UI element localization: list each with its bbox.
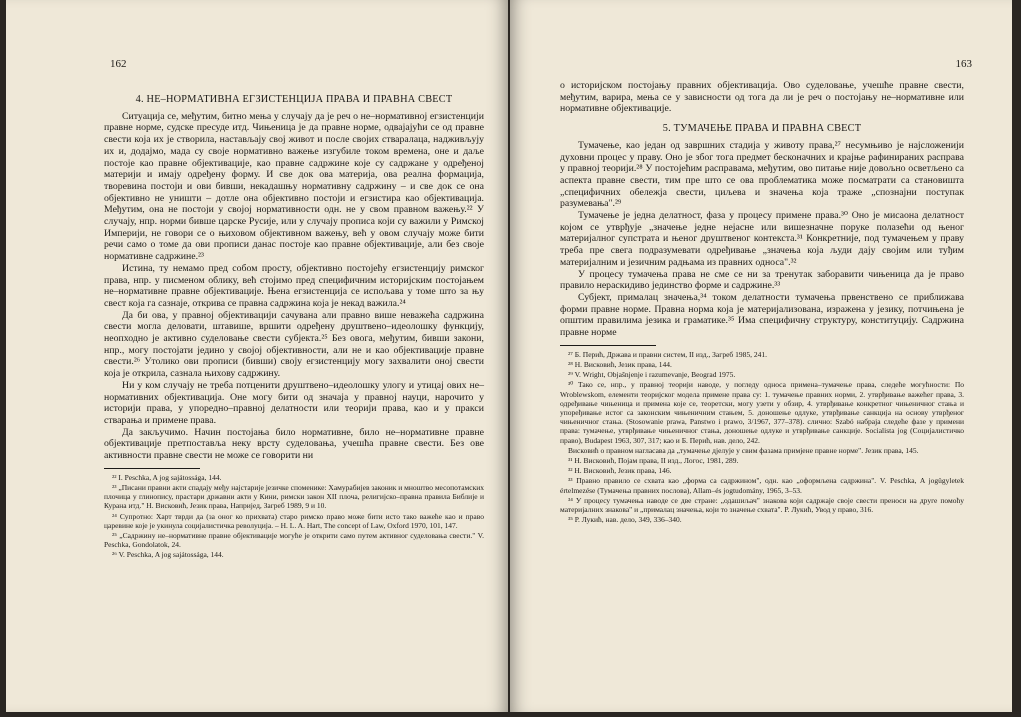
book-spread xyxy=(6,0,1015,717)
footnote: ²⁹ V. Wright, Objašnjenje i razumevanje, Beograd 1975. xyxy=(568,370,736,380)
footnote: Висковић о правном нагласава да „тумачење дјелује у свим фазама примјене правне норме". Језик права, 145. xyxy=(568,445,919,455)
right-page-text xyxy=(560,80,964,525)
paragraph: Тумачење је једна делатност, фаза у процесу примене права.³⁰ Оно је мисаона делатност којом се утврђује „значење једне нејасне или вишезначне поруке полазећи од њеног материјалног супстрата и њеног друштвеног контекста.³¹ Конкретније, под тумачењем у праву треба пре свега подразумевати одређивање „значења која људи дају својим или туђим материјалним и језичним радњама из правних односа".³² xyxy=(560,210,964,268)
right-page xyxy=(510,0,1012,712)
page-number: 163 xyxy=(955,58,972,70)
footnote: ²⁶ V. Peschka, A jog sajátossága, 144. xyxy=(112,550,224,560)
footnote: ³⁴ У процесу тумачења наводе се две стране: „одашиљач" знакова који садржаје своје свести преноси на друге помоћу материјалних знакова" и „прималац значења, који то значење схвата". Р. Лукић, Увод у право, 316. xyxy=(560,495,964,515)
page-number: 162 xyxy=(110,58,127,70)
footnote: ²⁸ Н. Висковић, Језик права, 144. xyxy=(568,359,672,369)
paragraph: Истина, ту немамо пред собом просту, објективно постојећу егзистенцију римског права, нпр. у писменом облику, већ стојимо пред специфичним историјским постојањем не–нормативне правне објективације. Њена егзистенција се испољава у томе што за њу свест која га сазнаје, открива се правна садржина која је некад важила.²⁴ xyxy=(104,262,484,309)
paragraph: У процесу тумачења права не сме се ни за тренутак заборавити чињеница да је право правило нераскидиво јединство форме и садржине.³³ xyxy=(560,268,964,292)
footnote: ³⁰ Тако се, нпр., у правној теорији наводе, у погледу односа примена–тумачење права, следеће могућности: По Wroblewskom, елементи теоријског модела примене права су: 1. тумачење правних норми, 2. утврђивање важећег права, 3. одређивање чињеница и примена које се, теоретски, могу узети у обзир, 4. утврђивање конкретног чињеничног стања и упоређивање истог са законским чињеничним стањем, 5. доношење одлуке, утврђивање санкција на основу утврђеног чињеничног стања. (Stosowanie prawa, Panstwo i prawo, 3/1967, 377–378). слично: Szabó набраја следеће фазе у примени права: тумачење, утврђивање чињеничног стања, доношење одлуке и утврђивање санкције. Socialista jog (Социјалистичко право), Budapest 1963, 307, 317; као и Б. Перић, нав. дело, 242. xyxy=(560,380,964,445)
footnote: ³¹ Н. Висковић, Појам права, II изд., Логос, 1981, 289. xyxy=(568,456,739,465)
left-page xyxy=(6,0,508,712)
footnote: ³⁵ Р. Лукић, нав. дело, 349, 336–340. xyxy=(568,515,682,525)
footnote: ²⁵ „Садржину не–нормативне правне објективације могуће је открити само путем активног суделовања свести." V. Peschka, Gondolatok, 24. xyxy=(104,531,484,550)
footnote-divider xyxy=(560,345,656,346)
footnote-divider xyxy=(104,468,200,469)
paragraph: о историјском постојању правних објективација. Ово суделовање, учешће правне свести, међутим, варира, мења се у зависности од тога да ли је реч о постојању не–нормативне или нормативне објективације. xyxy=(560,80,964,115)
paragraph: Ни у ком случају не треба потценити друштвено–идеолошку улогу и утицај ових не–нормативних објективација. Оне могу бити од значаја у правној науци, нарочито у историји права, у упоредно–правној делатности или теорији права, као и у пракси стварања и примене права. xyxy=(104,379,484,426)
footnote: ²² I. Peschka, A jog sajátossága, 144. xyxy=(112,472,222,482)
paragraph: Субјект, прималац значења,³⁴ током делатности тумачења првенствено се приближава форми правне норме. Правна норма која је материјализована, изражена у језику, потчињена је општим правилима језика и граматике.³⁵ Има специфичну структуру, конституцију. Садржина правне норме xyxy=(560,291,964,339)
footnote: ³³ Правно правило се схвата као „форма са садржином", одн. као „оформљена садржина". V. Peschka, A jogügyletek értelmezése (Тумачења правних послова), Allam–és jogtudomány, 1965, 3–53. xyxy=(560,476,964,495)
paragraph: Да закључимо. Начин постојања било нормативне, било не–нормативне правне објективације претпоставља неку врсту суделовања, учешћа правне свести. Без ове активности правне свести не може се говорити ни xyxy=(104,426,484,462)
footnote: ²⁷ Б. Перић, Држава и правни систем, II изд., Загреб 1985, 241. xyxy=(568,349,767,359)
section-heading: 4. НЕ–НОРМАТИВНА ЕГЗИСТЕНЦИЈА ПРАВА И ПРАВНА СВЕСТ xyxy=(135,94,453,105)
footnote: ³² Н. Висковић, Језик права, 146. xyxy=(568,466,672,476)
paragraph: Да би ова, у правној објективацији сачувана али правно више неважећа садржина свести могла деловати, штавише, вршити одређену друштвено–идеолошку функцију, неопходно је активно суделовање свести субјекта.²⁵ Без овога, међутим, бивши закони, нпр., могу постојати једино у својој објективности, али не и као објективације правне свести.²⁶ Утолико ови прописи (бивши) своју егзистенцију могу захвалити оној свести која је открила, сазнала њихову садржину. xyxy=(104,309,484,380)
footnote: ²⁴ Супротно: Харт тврди да (за оног ко прихвата) старо римско право може бити исто тако важеће као и право царевине које је укинула социјалистичка револуција. – H. L. A. Hart, The concept of Law, Oxford 1970, 101, 147. xyxy=(104,511,484,530)
left-page-text xyxy=(104,92,484,561)
section-heading: 5. ТУМАЧЕЊЕ ПРАВА И ПРАВНА СВЕСТ xyxy=(662,123,862,135)
paragraph: Ситуација се, међутим, битно мења у случају да је реч о не–нормативној егзистенцији правне норме, судске пресуде итд. Чињеница је да правне норме, одвајајући се од правне свести која их је створила, настављају свој живот и после својих стваралаца, надживљују их и, додајмо, мада су своје нормативно важење изгубиле током времена, оне и даље постоје као правне објективације, као правне садржине које су садржане у одређеној материји и имају одређену форму. И све док ова материја, ова реална формација, творевина постоји и ови бивши, некадашњу нормативну садржину – и све док се она објективно не уништи – дотле она објективно постоји и егзистира као објективација. Међутим, она не постоји у својој нормативности одн. не у свом правном важењу.²² У случају, нпр. норми бивше царске Русије, или у случају прописа који су важили у Римској Империји, не говори се о њиховом објективном важењу, већ у овом случају може бити речи само о томе да ови прописи данас постоје као правне објективације, али без своје нормативне садржине.²³ xyxy=(104,110,484,263)
footnote: ²³ „Писани правни акти спадају међу најстарије језичке споменике: Хамурабијев законик и мноштво месопотамских плочица у глинопису, прастари државни акти у Кини, римски закон XII плоча, религијско–правна правила Библије и Курана итд." Н. Висковић, Језик права, Напријед, Загреб 1989, 9 и 10. xyxy=(104,483,485,511)
paragraph: Тумачење, као један од завршних стадија у животу права,²⁷ несумњиво је најсложенији духовни процес у праву. Оно је због тога предмет бесконачних и крајње рафинираних расправа у правној теорији.²⁸ У постојећим расправама, међутим, ово питање није довољно осветљено са аспекта правне свести, тим пре што се ова проблематика може посматрати са становишта „специфичних обележја свести, циљева и значења која траже „спознајни поступак разумевања".²⁹ xyxy=(560,139,964,210)
